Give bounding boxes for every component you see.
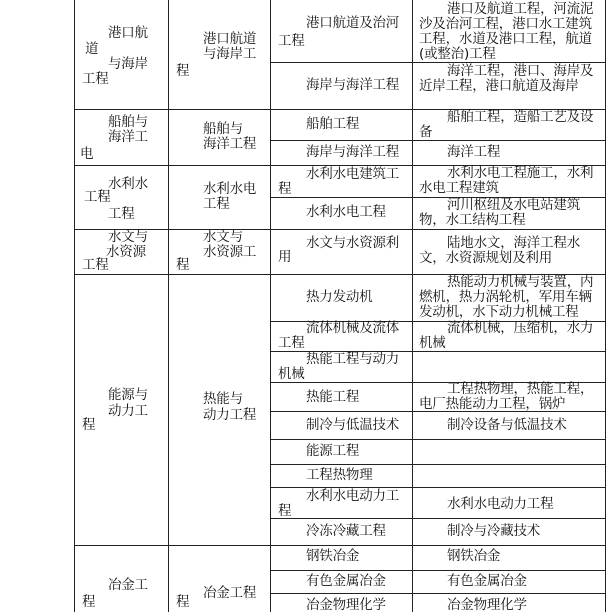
former-specialty-cell: 文，水资源规划及利用 xyxy=(419,250,552,266)
category-cell: 工程 xyxy=(82,257,109,273)
former-specialty-cell: 工程，水道及港口工程，航道 xyxy=(419,31,592,47)
former-specialty-cell: 机械 xyxy=(419,335,446,351)
specialty-cell: 用 xyxy=(278,249,292,265)
category-cell: 程 xyxy=(82,417,96,433)
grid-line xyxy=(270,570,606,571)
former-specialty-cell: 水利水电动力工程 xyxy=(447,496,554,512)
grid-line xyxy=(168,0,169,612)
discipline-cell: 水资源 xyxy=(106,244,146,260)
former-specialty-cell: 近岸工程，港口航道及海岸 xyxy=(419,78,579,94)
former-specialty-cell: 海洋工程，港口、海岸及 xyxy=(447,63,594,79)
specialty-cell: 工程热物理 xyxy=(306,467,373,483)
grid-line xyxy=(270,439,606,440)
category-cell: 工程 xyxy=(84,189,111,205)
category-cell: 工程 xyxy=(82,71,109,87)
former-specialty-cell: 河川枢纽及水电站建筑 xyxy=(447,197,580,213)
specialty-cell: 水利水电工程 xyxy=(306,204,386,220)
former-specialty-cell: 水利水电工程施工，水利 xyxy=(447,165,594,181)
grid-line xyxy=(412,0,413,612)
specialty-group-cell: 热能与 xyxy=(203,391,243,407)
category-cell: 程 xyxy=(82,594,96,610)
specialty-cell: 港口航道及治河 xyxy=(306,15,400,31)
former-specialty-cell: 港口及航道工程，河流泥 xyxy=(447,1,594,17)
discipline-cell: 程 xyxy=(176,257,190,273)
former-specialty-cell: 物，水工结构工程 xyxy=(419,212,526,228)
former-specialty-cell: 陆地水文，海洋工程水 xyxy=(447,235,580,251)
specialty-group-cell: 动力工程 xyxy=(203,407,257,423)
specialty-cell: 热力发动机 xyxy=(306,289,373,305)
specialty-cell: 程 xyxy=(278,503,292,519)
specialty-group-cell: 与海岸工 xyxy=(203,46,257,62)
specialty-cell: 海岸与海洋工程 xyxy=(306,144,400,160)
former-specialty-cell: 工程热物理，热能工程， xyxy=(447,381,594,397)
specialty-group-cell: 港口航道 xyxy=(203,31,257,47)
grid-line xyxy=(74,0,75,612)
specialty-cell: 冷冻冷藏工程 xyxy=(306,523,386,539)
category-cell: 道 xyxy=(85,41,99,57)
former-specialty-cell: 燃机，热力涡轮机，军用车辆 xyxy=(419,289,592,305)
specialty-cell: 机械 xyxy=(278,366,305,382)
former-specialty-cell: 船舶工程，造船工艺及设 xyxy=(447,109,594,125)
specialty-group-cell: 水资源工 xyxy=(203,244,257,260)
discipline-cell: 程 xyxy=(176,63,190,79)
discipline-cell: 冶金工 xyxy=(108,577,148,593)
grid-line xyxy=(605,0,606,612)
specialty-cell: 程 xyxy=(278,181,292,197)
former-specialty-cell: 制冷设备与低温技术 xyxy=(447,417,567,433)
discipline-cell: 水利水 xyxy=(108,176,148,192)
specialty-cell: 热能工程与动力 xyxy=(306,351,400,367)
specialty-group-cell: 船舶与 xyxy=(203,121,243,137)
specialty-cell: 能源工程 xyxy=(306,443,360,459)
specialty-cell: 海岸与海洋工程 xyxy=(306,77,400,93)
specialty-cell: 制冷与低温技术 xyxy=(306,417,400,433)
former-specialty-cell: 海洋工程 xyxy=(447,144,501,160)
specialty-cell: 有色金属冶金 xyxy=(306,573,386,589)
discipline-cell: 程 xyxy=(176,594,190,610)
specialty-group-cell: 水利水电 xyxy=(203,181,257,197)
discipline-cell: 与海岸 xyxy=(108,56,148,72)
discipline-cell: 能源与 xyxy=(108,387,148,403)
specialty-group-cell: 工程 xyxy=(203,196,230,212)
specialty-cell: 钢铁冶金 xyxy=(306,548,360,564)
discipline-cell: 工程 xyxy=(108,206,135,222)
discipline-cell: 水文与 xyxy=(108,229,148,245)
grid-line xyxy=(270,518,606,519)
former-specialty-cell: 钢铁冶金 xyxy=(447,548,501,564)
grid-line xyxy=(74,229,606,230)
discipline-cell: 港口航 xyxy=(108,25,148,41)
former-specialty-cell: 发动机，水下动力机械工程 xyxy=(419,304,579,320)
former-specialty-cell: 备 xyxy=(419,124,433,140)
former-specialty-cell: 水电工程建筑 xyxy=(419,180,499,196)
specialty-group-cell: 水文与 xyxy=(203,229,243,245)
grid-line xyxy=(270,593,606,594)
category-cell: 电 xyxy=(80,146,94,162)
specialty-cell: 水利水电建筑工 xyxy=(306,166,400,182)
grid-line xyxy=(270,0,271,612)
grid-line xyxy=(74,545,606,546)
former-specialty-cell: 电厂热能动力工程，锅炉 xyxy=(419,396,566,412)
former-specialty-cell: 热能动力机械与装置，内 xyxy=(447,274,594,290)
specialty-group-cell: 海洋工程 xyxy=(203,136,257,152)
specialty-cell: 水利水电动力工 xyxy=(306,488,400,504)
former-specialty-cell: 冶金物理化学 xyxy=(447,597,527,612)
specialty-cell: 流体机械及流体 xyxy=(306,320,400,336)
grid-line xyxy=(270,140,606,141)
grid-line xyxy=(270,464,606,465)
specialty-cell: 船舶工程 xyxy=(306,116,360,132)
specialty-cell: 工程 xyxy=(278,33,305,49)
discipline-cell: 动力工 xyxy=(108,403,148,419)
specialty-cell: 工程 xyxy=(278,335,305,351)
former-specialty-cell: 有色金属冶金 xyxy=(447,573,527,589)
former-specialty-cell: 流体机械，压缩机，水力 xyxy=(447,320,594,336)
former-specialty-cell: 制冷与冷藏技术 xyxy=(447,523,541,539)
specialty-group-cell: 冶金工程 xyxy=(203,585,257,601)
former-specialty-cell: (或整治)工程 xyxy=(419,46,496,62)
specialty-cell: 热能工程 xyxy=(306,389,360,405)
former-specialty-cell: 沙及治河工程，港口水工建筑 xyxy=(419,16,592,32)
discipline-cell: 海洋工 xyxy=(108,129,148,145)
specialty-cell: 冶金物理化学 xyxy=(306,597,386,612)
specialty-cell: 水文与水资源利 xyxy=(306,235,400,251)
discipline-cell: 船舶与 xyxy=(108,114,148,130)
